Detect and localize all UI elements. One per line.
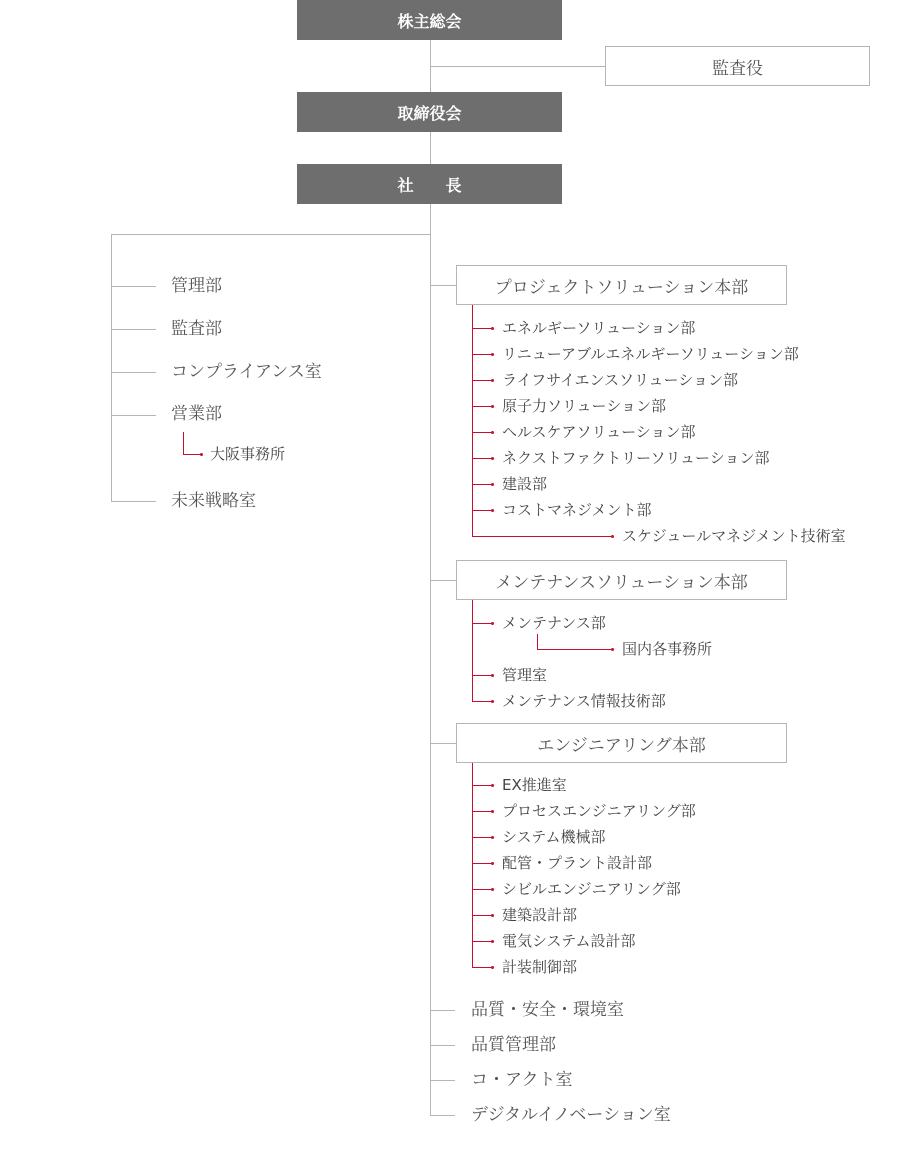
engineering-item-piping[interactable]: 配管・プラント設計部 bbox=[502, 854, 653, 872]
red-tick bbox=[472, 484, 492, 485]
bullet-dot bbox=[491, 940, 494, 943]
dept-eigyo[interactable]: 営業部 bbox=[171, 404, 222, 424]
left-branch-horizontal bbox=[111, 234, 431, 235]
engineering-item-electrical[interactable]: 電気システム設計部 bbox=[502, 932, 636, 950]
left-tick bbox=[111, 372, 156, 373]
dept-compliance[interactable]: コンプライアンス室 bbox=[171, 362, 322, 382]
bullet-dot bbox=[491, 674, 494, 677]
project-red-trunk bbox=[472, 305, 473, 537]
red-tick bbox=[472, 785, 492, 786]
board-box[interactable] bbox=[297, 92, 562, 132]
maintenance-red-trunk bbox=[472, 600, 473, 702]
board-label: 取締役会 bbox=[397, 103, 462, 123]
office-quality-safety-env[interactable]: 品質・安全・環境室 bbox=[471, 1000, 624, 1020]
red-tick bbox=[472, 458, 492, 459]
red-tick bbox=[472, 354, 492, 355]
offices-connector-v bbox=[537, 634, 538, 650]
bullet-dot bbox=[491, 888, 494, 891]
bullet-dot bbox=[611, 648, 614, 651]
red-tick bbox=[472, 406, 492, 407]
dept-mirai[interactable]: 未来戦略室 bbox=[171, 491, 256, 511]
project-item-energy[interactable]: エネルギーソリューション部 bbox=[502, 319, 696, 337]
schedule-connector bbox=[472, 536, 612, 537]
president-box[interactable] bbox=[297, 164, 562, 204]
maintenance-sub-offices[interactable]: 国内各事務所 bbox=[622, 640, 713, 658]
red-tick bbox=[472, 967, 492, 968]
left-tick bbox=[111, 286, 156, 287]
bullet-dot bbox=[491, 622, 494, 625]
bullet-dot bbox=[491, 836, 494, 839]
bullet-dot bbox=[491, 914, 494, 917]
dept-kansa[interactable]: 監査部 bbox=[171, 319, 222, 339]
maintenance-item-dept[interactable]: メンテナンス部 bbox=[502, 614, 606, 632]
project-connector bbox=[430, 285, 457, 286]
red-tick bbox=[472, 675, 492, 676]
auditor-connector bbox=[430, 66, 605, 67]
bullet-dot bbox=[491, 509, 494, 512]
project-item-renewable[interactable]: リニューアブルエネルギーソリューション部 bbox=[502, 345, 799, 363]
bullet-dot bbox=[491, 966, 494, 969]
red-tick bbox=[472, 915, 492, 916]
engineering-item-process[interactable]: プロセスエンジニアリング部 bbox=[502, 802, 696, 820]
maintenance-connector bbox=[430, 580, 457, 581]
bullet-dot bbox=[491, 457, 494, 460]
project-item-lifescience[interactable]: ライフサイエンスソリューション部 bbox=[502, 371, 738, 389]
red-tick bbox=[472, 811, 492, 812]
red-tick bbox=[472, 380, 492, 381]
left-tick bbox=[111, 501, 156, 502]
office-coact[interactable]: コ・アクト室 bbox=[471, 1070, 573, 1090]
bottom-tick bbox=[430, 1080, 455, 1081]
left-branch-vertical bbox=[111, 234, 112, 502]
auditor-label: 監査役 bbox=[712, 58, 763, 79]
bullet-dot bbox=[491, 379, 494, 382]
engineering-item-civil[interactable]: シビルエンジニアリング部 bbox=[502, 880, 681, 898]
engineering-division-box[interactable] bbox=[456, 723, 787, 763]
bullet-dot bbox=[491, 700, 494, 703]
maintenance-item-infotech[interactable]: メンテナンス情報技術部 bbox=[502, 692, 666, 710]
osaka-office[interactable]: 大阪事務所 bbox=[210, 445, 286, 463]
project-sub-schedule[interactable]: スケジュールマネジメント技術室 bbox=[622, 527, 846, 545]
office-digital-innovation[interactable]: デジタルイノベーション室 bbox=[471, 1105, 671, 1125]
osaka-connector-h bbox=[183, 454, 201, 455]
bullet-dot bbox=[611, 535, 614, 538]
bottom-tick bbox=[430, 1010, 455, 1011]
red-tick bbox=[472, 941, 492, 942]
left-tick bbox=[111, 415, 156, 416]
engineering-item-ex[interactable]: EX推進室 bbox=[502, 776, 567, 794]
shareholders-meeting-box[interactable] bbox=[297, 0, 562, 40]
osaka-connector-v bbox=[183, 432, 184, 455]
bottom-tick bbox=[430, 1045, 455, 1046]
engineering-division-title: エンジニアリング本部 bbox=[537, 735, 706, 756]
bullet-dot bbox=[491, 784, 494, 787]
project-division-title: プロジェクトソリューション本部 bbox=[494, 277, 749, 298]
bullet-dot bbox=[491, 862, 494, 865]
red-tick bbox=[472, 701, 492, 702]
offices-connector-h bbox=[537, 649, 612, 650]
maintenance-item-kanri[interactable]: 管理室 bbox=[502, 666, 548, 684]
engineering-connector bbox=[430, 743, 457, 744]
project-item-nuclear[interactable]: 原子力ソリューション部 bbox=[502, 397, 666, 415]
bullet-dot bbox=[491, 353, 494, 356]
bullet-dot bbox=[200, 453, 203, 456]
dept-kanri[interactable]: 管理部 bbox=[171, 276, 222, 296]
red-tick bbox=[472, 328, 492, 329]
auditor-box[interactable] bbox=[605, 46, 870, 86]
project-item-construction[interactable]: 建設部 bbox=[502, 475, 548, 493]
red-tick bbox=[472, 837, 492, 838]
red-tick bbox=[472, 623, 492, 624]
president-label: 社 長 bbox=[397, 175, 462, 195]
bullet-dot bbox=[491, 431, 494, 434]
maintenance-division-box[interactable] bbox=[456, 560, 787, 600]
bottom-tick bbox=[430, 1115, 455, 1116]
bullet-dot bbox=[491, 405, 494, 408]
red-tick bbox=[472, 432, 492, 433]
bullet-dot bbox=[491, 810, 494, 813]
office-quality-control[interactable]: 品質管理部 bbox=[471, 1035, 556, 1055]
red-tick bbox=[472, 863, 492, 864]
project-item-healthcare[interactable]: ヘルスケアソリューション部 bbox=[502, 423, 696, 441]
engineering-item-architecture[interactable]: 建築設計部 bbox=[502, 906, 578, 924]
project-division-box[interactable] bbox=[456, 265, 787, 305]
engineering-red-trunk bbox=[472, 763, 473, 968]
red-tick bbox=[472, 510, 492, 511]
engineering-item-instrumentation[interactable]: 計装制御部 bbox=[502, 958, 578, 976]
project-item-nextfactory[interactable]: ネクストファクトリーソリューション部 bbox=[502, 449, 770, 467]
left-tick bbox=[111, 329, 156, 330]
bullet-dot bbox=[491, 483, 494, 486]
red-tick bbox=[472, 889, 492, 890]
project-item-cost[interactable]: コストマネジメント部 bbox=[502, 501, 652, 519]
shareholders-label: 株主総会 bbox=[397, 11, 462, 31]
maintenance-division-title: メンテナンスソリューション本部 bbox=[495, 572, 748, 593]
engineering-item-system-machine[interactable]: システム機械部 bbox=[502, 828, 606, 846]
bullet-dot bbox=[491, 327, 494, 330]
